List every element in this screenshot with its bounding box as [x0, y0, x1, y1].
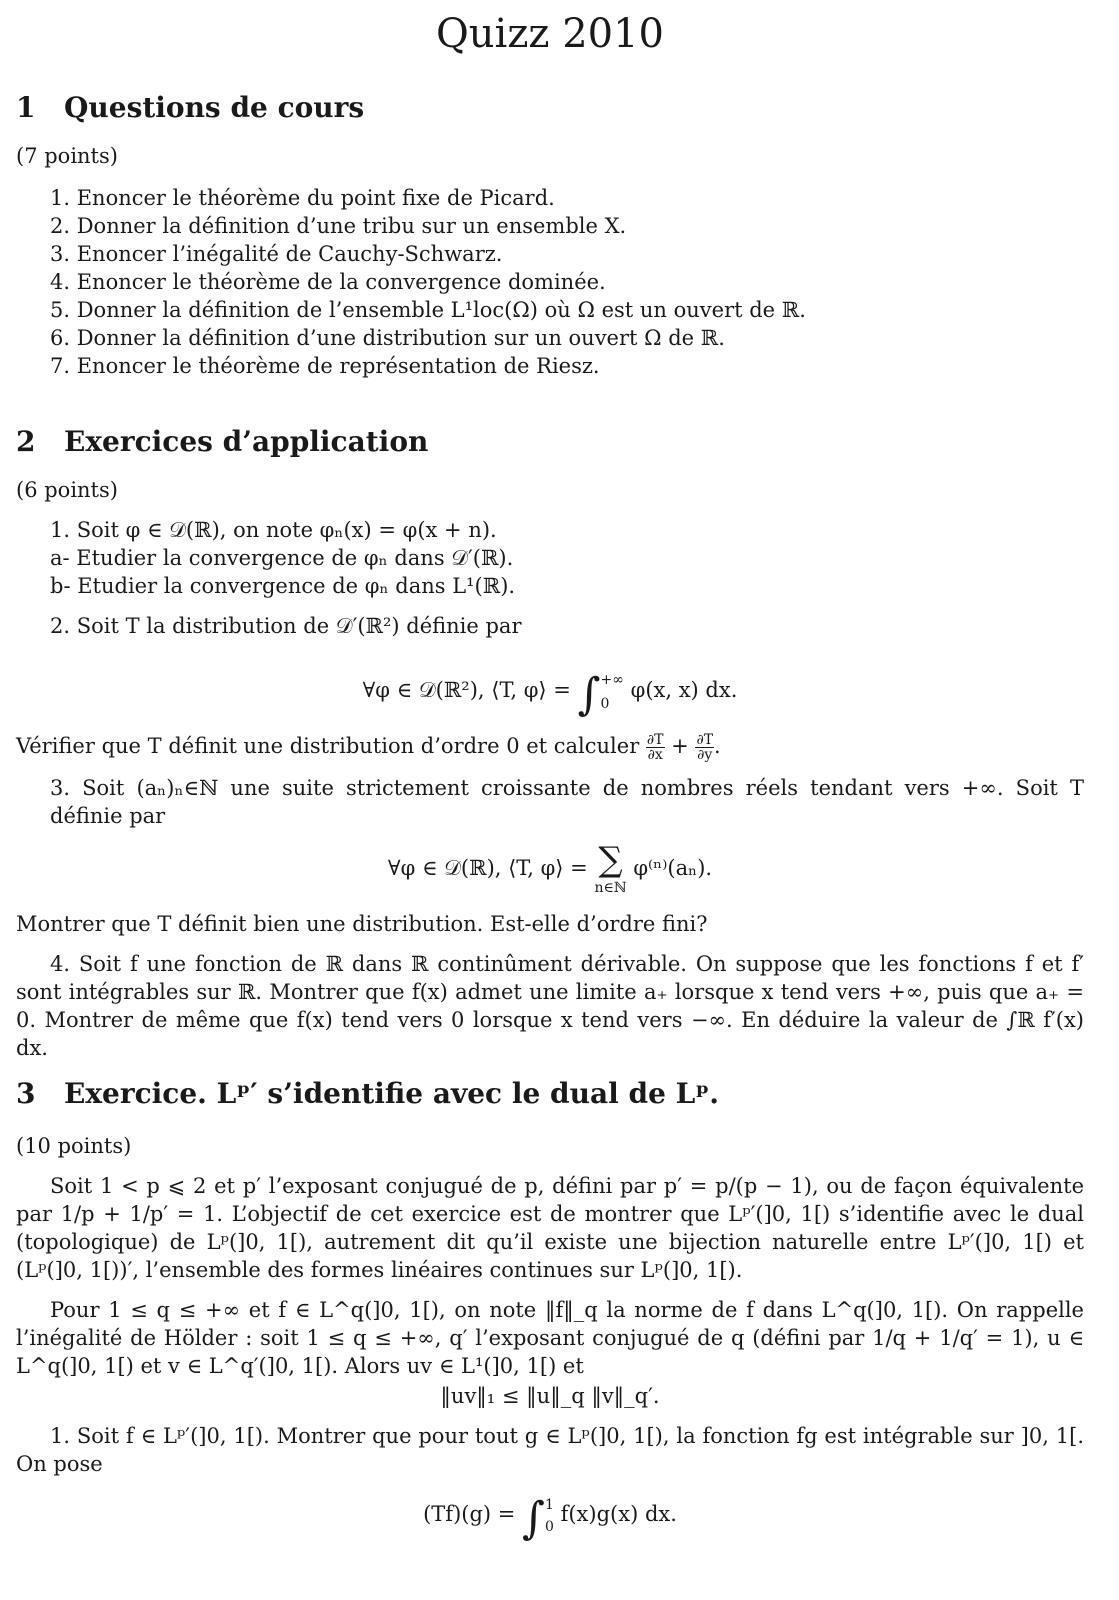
sum-sign: ∑: [598, 840, 623, 880]
integral-upper: 1: [544, 1496, 554, 1513]
fraction-den: ∂y: [697, 747, 713, 763]
points-label: (7 points): [16, 144, 118, 168]
points-label: (10 points): [16, 1134, 132, 1158]
section-2: [16, 424, 1084, 1062]
page-title: Quizz 2010: [435, 11, 664, 57]
points-label: (6 points): [16, 478, 118, 502]
list-item: 5. Donner la définition de l’ensemble L¹loc(Ω) où Ω est un ouvert de ℝ.: [50, 298, 806, 322]
list-item: 1. Enoncer le théorème du point fixe de Picard.: [50, 186, 555, 210]
question-1: 1. Soit f ∈ Lᵖ′(]0, 1[). Montrer que pour tout g ∈ Lᵖ(]0, 1[), la fonction fg est intégrable sur ]0, 1[. On pose: [16, 1424, 1084, 1476]
list-item: 2. Donner la définition d’une tribu sur un ensemble X.: [50, 214, 627, 238]
section-heading: [16, 90, 1084, 126]
exercise-instruction: Vérifier que T définit une distribution d’ordre 0 et calculer $\frac{\partial T}{\partial x}$ + $\frac{\partial T}{\partial y}$ .: [16, 732, 721, 763]
section-1: [16, 90, 1084, 380]
formula-left: ∀φ ∈ 𝒟(ℝ²), ⟨T, φ⟩ =: [362, 678, 571, 702]
formula-right: φ(x, x) dx.: [630, 678, 738, 702]
question-list: [16, 184, 1084, 380]
section-number: 1: [16, 91, 36, 124]
section-title: Exercices d’application: [64, 425, 429, 458]
formula-right: φ⁽ⁿ⁾(aₙ).: [633, 856, 713, 880]
section-number: 2: [16, 425, 36, 458]
integral-lower: 0: [544, 1518, 554, 1535]
paragraph: Soit 1 < p ⩽ 2 et p′ l’exposant conjugué de p, défini par p′ = p/(p − 1), ou de façon équivalente par 1/p + 1/p′ = 1. L’objectif de cet exercice est de montrer que Lᵖ′(]0, 1[) s’identifie avec le dual (topologique) de Lᵖ(]0, 1[), autrement dit qu’il existe une bijection naturelle entre Lᵖ′(]0, 1[) et (Lᵖ(]0, 1[))′, l’ensemble des formes linéaires continues sur Lᵖ(]0, 1[).: [16, 1174, 1084, 1282]
exercise-1: [16, 516, 1084, 640]
document-page: [16, 0, 1084, 1544]
instruction-text: Vérifier que T définit une distribution d’ordre 0 et calculer: [16, 734, 640, 758]
section-3: [16, 1076, 1084, 1544]
integral-sign: ∫: [577, 669, 601, 720]
holder-inequality: ‖uv‖₁ ≤ ‖u‖_q ‖v‖_q′.: [440, 1384, 660, 1408]
section-title: Exercice. Lᵖ′ s’identifie avec le dual de Lᵖ.: [64, 1077, 720, 1110]
list-item: 4. Enoncer le théorème de la convergence dominée.: [50, 270, 606, 294]
section-heading: [16, 424, 1084, 460]
fraction-den: ∂x: [647, 747, 663, 763]
section-number: 3: [16, 1077, 36, 1110]
list-item: 7. Enoncer le théorème de représentation de Riesz.: [50, 354, 600, 378]
section-title: Questions de cours: [64, 91, 365, 124]
exercise-line: 2. Soit T la distribution de 𝒟′(ℝ²) définie par: [50, 614, 522, 638]
exercise-instruction: Montrer que T définit bien une distribution. Est-elle d’ordre fini?: [16, 912, 708, 936]
integral-sign: ∫: [522, 1493, 545, 1544]
formula-Tf: [16, 1484, 1084, 1544]
exercise-paragraph: 4. Soit f une fonction de ℝ dans ℝ continûment dérivable. On suppose que les fonctions f et f′ sont intégrables sur ℝ. Montrer que f(x) admet une limite a₊ lorsque x tend vers +∞, puis que a₊ = 0. Montrer de même que f(x) tend vers 0 lorsque x tend vers −∞. En déduire la valeur de ∫ℝ f′(x) dx.: [16, 952, 1084, 1060]
fraction: [646, 733, 665, 762]
fraction-num: ∂T: [646, 732, 664, 748]
formula-left: (Tf)(g) =: [423, 1502, 516, 1526]
formula-right: f(x)g(x) dx.: [560, 1502, 677, 1526]
list-item: 3. Enoncer l’inégalité de Cauchy-Schwarz.: [50, 242, 503, 266]
integral-lower: 0: [600, 695, 610, 712]
section-heading: [16, 1076, 1084, 1112]
exercise-part-b: b- Etudier la convergence de φₙ dans L¹(ℝ).: [50, 574, 516, 598]
formula-sum: [16, 840, 1084, 906]
exercise-line: 1. Soit φ ∈ 𝒟(ℝ), on note φₙ(x) = φ(x + n).: [50, 518, 497, 542]
exercise-line: 3. Soit (aₙ)ₙ∈ℕ une suite strictement croissante de nombres réels tendant vers +∞. Soit T définie par: [50, 776, 1084, 828]
sum-index: n∈ℕ: [594, 880, 627, 896]
integral-upper: +∞: [600, 671, 624, 688]
exercise-part-a: a- Etudier la convergence de φₙ dans 𝒟′(ℝ).: [50, 546, 514, 570]
fraction-num: ∂T: [696, 732, 714, 748]
fraction: [695, 733, 714, 762]
list-item: 6. Donner la définition d’une distribution sur un ouvert Ω de ℝ.: [50, 326, 725, 350]
paragraph: Pour 1 ≤ q ≤ +∞ et f ∈ L^q(]0, 1[), on note ‖f‖_q la norme de f dans L^q(]0, 1[). On rappelle l’inégalité de Hölder : soit 1 ≤ q ≤ +∞, q′ l’exposant conjugué de q (défini par 1/q + 1/q′ = 1), u ∈ L^q(]0, 1[) et v ∈ L^q′(]0, 1[). Alors uv ∈ L¹(]0, 1[) et: [16, 1298, 1084, 1378]
formula-distribution-T: [16, 654, 1084, 726]
formula-left: ∀φ ∈ 𝒟(ℝ), ⟨T, φ⟩ =: [387, 856, 588, 880]
